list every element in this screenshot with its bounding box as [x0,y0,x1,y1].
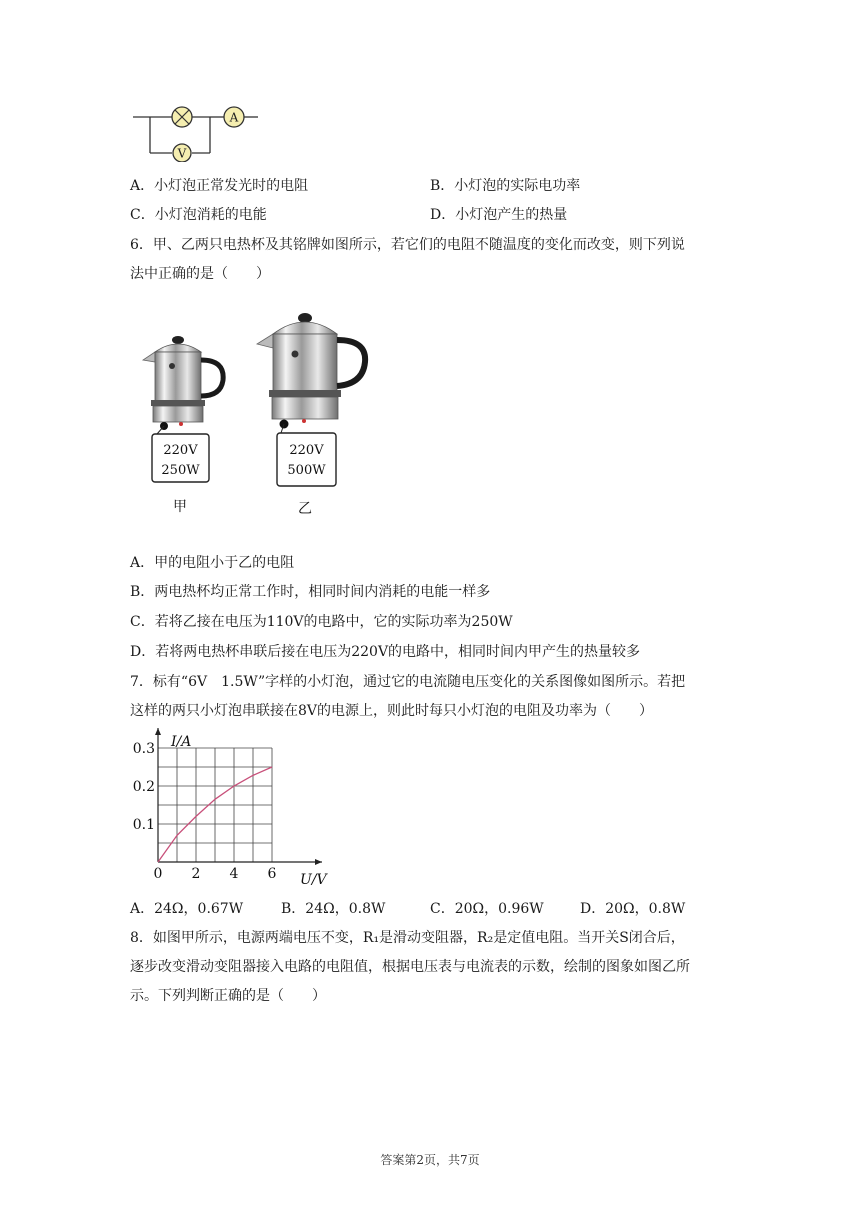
cup-jia-voltage: 220V [163,443,198,458]
q6-option-b: B．两电热杯均正常工作时，相同时间内消耗的电能一样多 [130,584,491,600]
q5-circuit-diagram [130,100,265,162]
y-tick-label: 0.3 [132,741,155,757]
cup-yi-image [257,313,365,429]
voltmeter-icon [173,144,191,162]
y-axis-arrow-icon [155,728,161,735]
q8-stem-line2: 逐步改变滑动变阻器接入电路的电阻值，根据电压表与电流表的示数，绘制的图象如图乙所 [130,959,690,975]
q5-option-d: D．小灯泡产生的热量 [430,207,568,223]
lamp-icon [172,107,192,127]
q8-stem-line1: 8．如图甲所示，电源两端电压不变，R₁是滑动变阻器，R₂是定值电阻。当开关S闭合后， [130,930,685,946]
q6-stem-line1: 6．甲、乙两只电热杯及其铭牌如图所示，若它们的电阻不随温度的变化而改变，则下列说 [130,237,685,253]
cup-yi-power: 500W [287,463,326,478]
q7-option-a: A．24Ω，0.67W [130,901,244,917]
x-tick-label: 4 [229,866,239,882]
x-tick-label: 6 [267,866,277,882]
y-tick-label: 0.1 [132,817,155,833]
q8-stem-line3: 示。下列判断正确的是（ ） [130,988,326,1004]
y-axis-label: I/A [171,734,192,750]
q7-stem-line1: 7．标有“6V 1.5W”字样的小灯泡，通过它的电流随电压变化的关系图像如图所示。若把 [130,674,686,690]
q6-option-a: A．甲的电阻小于乙的电阻 [130,555,295,571]
q6-electric-cups-figure [135,300,380,520]
cup-yi-voltage: 220V [289,443,324,458]
page-footer: 答案第2页，共7页 [380,1153,480,1167]
cup-jia-label: 甲 [173,499,187,515]
cup-yi-label: 乙 [298,501,312,517]
y-tick-label: 0.2 [132,779,155,795]
ammeter-symbol: A [229,110,239,125]
q5-option-a: A．小灯泡正常发光时的电阻 [130,178,309,194]
x-tick-label: 0 [153,866,163,882]
cup-jia-power: 250W [161,463,200,478]
q5-option-b: B．小灯泡的实际电功率 [430,178,581,194]
q6-option-c: C．若将乙接在电压为110V的电路中，它的实际功率为250W [130,614,513,630]
q5-option-c: C．小灯泡消耗的电能 [130,207,267,223]
x-axis-label: U/V [300,872,327,888]
q6-stem-line2: 法中正确的是（ ） [130,266,270,282]
q7-option-c: C．20Ω，0.96W [430,901,544,917]
ammeter-icon [224,107,244,127]
q6-option-d: D．若将两电热杯串联后接在电压为220V的电路中，相同时间内甲产生的热量较多 [130,644,641,660]
voltmeter-symbol: V [177,146,187,161]
x-tick-label: 2 [191,866,201,882]
q7-stem-line2: 这样的两只小灯泡串联接在8V的电源上，则此时每只小灯泡的电阻及功率为（ ） [130,703,654,719]
chart-grid [158,748,272,862]
q7-option-d: D．20Ω，0.8W [580,901,686,917]
q7-option-b: B．24Ω，0.8W [281,901,386,917]
q7-iu-chart [128,728,343,890]
x-axis-arrow-icon [315,859,322,865]
cup-jia-image [143,336,223,430]
